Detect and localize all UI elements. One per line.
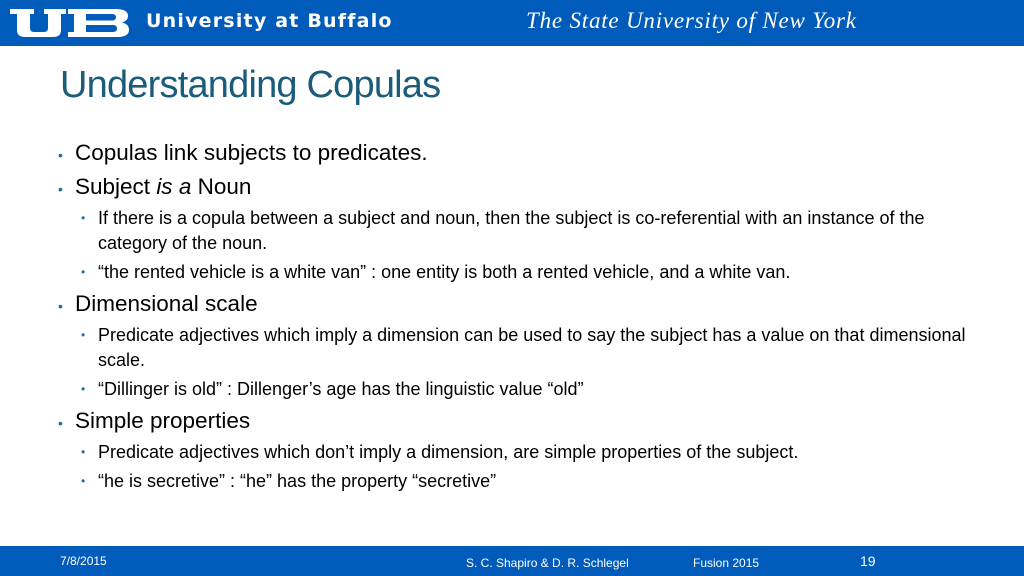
slide-content <box>56 134 976 494</box>
bullet-text-post: Noun <box>191 174 252 199</box>
ub-logo-text: ® <box>108 32 113 38</box>
sub-bullet-copula-definition <box>79 206 976 256</box>
sub-bullet-simple-property-definition <box>79 440 976 465</box>
sub-bullet-secretive-example <box>79 469 976 494</box>
bullet-text-pre: Subject <box>75 174 157 199</box>
banner-university-name: University at Buffalo <box>146 10 393 32</box>
slide-title: Understanding Copulas <box>60 64 441 106</box>
bullet-dot: • <box>58 147 63 163</box>
ub-logo <box>8 6 132 40</box>
page-number: 19 <box>860 553 876 569</box>
header-banner <box>0 0 1024 46</box>
sub-bullet-text: Predicate adjectives which don’t imply a dimension, are simple properties of the subject. <box>98 442 799 462</box>
bullet-text: Simple properties <box>75 408 251 433</box>
sub-bullet-dimension-definition <box>79 323 976 373</box>
footer-date: 7/8/2015 <box>60 554 107 568</box>
sub-bullet-text: If there is a copula between a subject and noun, then the subject is co-referential with an instance of the category of the noun. <box>98 208 925 253</box>
sub-bullet-text: Predicate adjectives which imply a dimension can be used to say the subject has a value on that dimensional scale. <box>98 325 966 370</box>
bullet-dot: • <box>81 382 86 396</box>
sub-bullet-dillinger-example <box>79 377 976 402</box>
sub-bullet-text: “he is secretive” : “he” has the property “secretive” <box>98 471 497 491</box>
footer-bar <box>0 546 1024 576</box>
sub-bullet-text: “Dillinger is old” : Dillenger’s age has the linguistic value “old” <box>98 379 584 399</box>
bullet-dimensional-scale <box>56 289 976 319</box>
bullet-dot: • <box>58 181 63 197</box>
bullet-dot: • <box>81 265 86 279</box>
bullet-copulas-link <box>56 138 976 168</box>
bullet-subject-is-a-noun <box>56 172 976 202</box>
bullet-text: Dimensional scale <box>75 291 258 316</box>
bullet-text: Copulas link subjects to predicates. <box>75 140 428 165</box>
bullet-dot: • <box>58 415 63 431</box>
bullet-dot: • <box>81 211 86 225</box>
bullet-dot: • <box>81 474 86 488</box>
banner-suny-name: The State University of New York <box>526 8 857 33</box>
sub-bullet-rented-vehicle-example <box>79 260 976 285</box>
footer-authors: S. C. Shapiro & D. R. Schlegel <box>466 556 629 570</box>
footer-event: Fusion 2015 <box>693 556 760 570</box>
bullet-dot: • <box>81 445 86 459</box>
bullet-simple-properties <box>56 406 976 436</box>
bullet-text-italic: is a <box>156 174 192 199</box>
bullet-dot: • <box>81 328 86 342</box>
bullet-dot: • <box>58 298 63 314</box>
sub-bullet-text: “the rented vehicle is a white van” : one entity is both a rented vehicle, and a white van. <box>98 262 791 282</box>
